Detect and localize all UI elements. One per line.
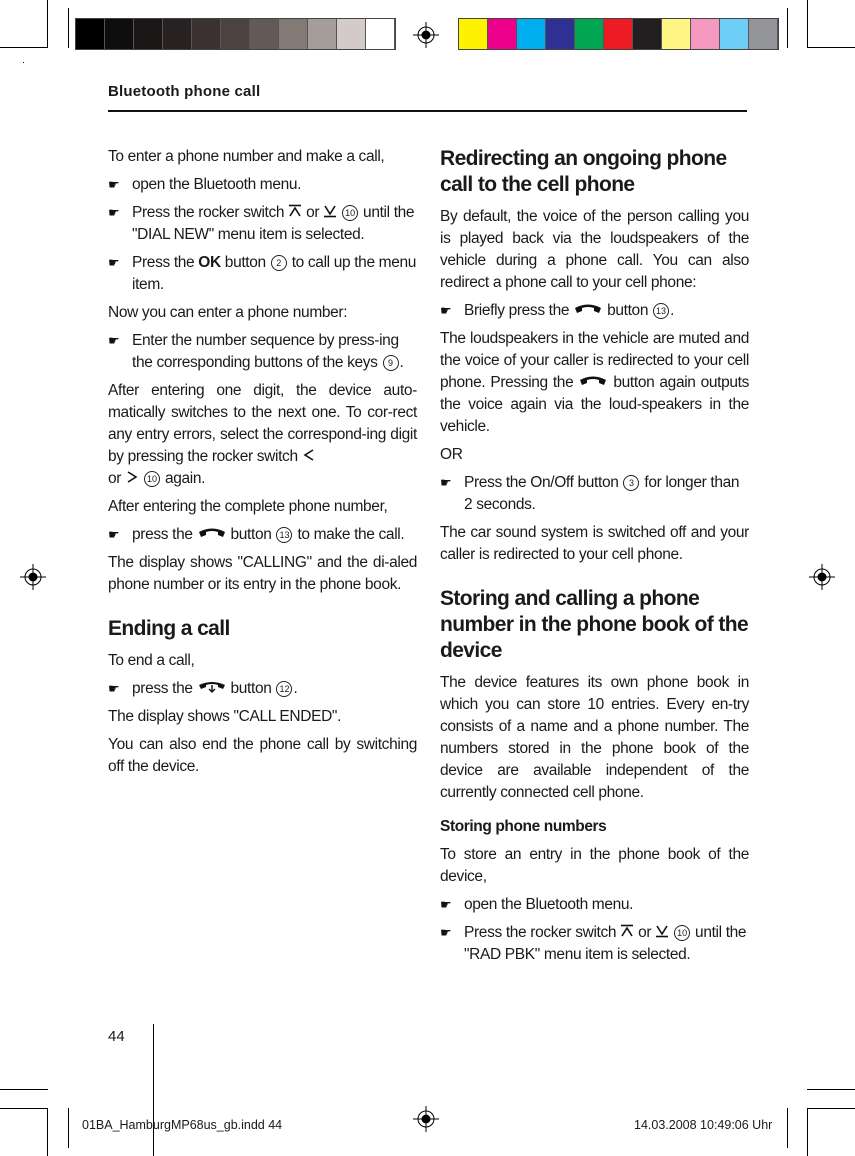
paragraph: OR xyxy=(440,446,463,463)
pointing-hand-icon: ☛ xyxy=(108,255,120,270)
text-fragment: Briefly press the xyxy=(464,302,574,319)
list-item xyxy=(108,330,417,374)
crop-mark xyxy=(787,8,788,48)
callout-number: 10 xyxy=(674,925,690,941)
callout-number: 10 xyxy=(342,205,358,221)
pointing-hand-icon: ☛ xyxy=(440,303,452,318)
left-column xyxy=(108,146,417,784)
crop-mark xyxy=(787,1108,788,1148)
registration-mark-icon xyxy=(20,564,46,590)
crop-mark xyxy=(0,1108,48,1109)
text-fragment: . xyxy=(399,354,404,371)
list-item xyxy=(108,524,417,546)
callout-number: 9 xyxy=(383,355,399,371)
list-item-text xyxy=(132,330,417,374)
list-item xyxy=(440,472,749,516)
list-item-text xyxy=(464,472,749,516)
list-item xyxy=(108,252,417,296)
text-fragment: Press the rocker switch xyxy=(132,204,289,221)
color-swatch xyxy=(105,19,134,49)
text-fragment: Press the xyxy=(132,254,199,271)
registration-mark-icon xyxy=(413,1106,439,1132)
text-fragment: to call up the menu item. xyxy=(132,254,417,293)
pointing-hand-icon: ☛ xyxy=(440,925,452,940)
text-fragment: button xyxy=(226,680,276,697)
margin-rule xyxy=(153,1024,154,1156)
text-fragment: button again outputs the voice again via the loud-speakers in the vehicle. xyxy=(440,374,749,435)
color-swatch xyxy=(308,19,337,49)
paragraph xyxy=(440,328,749,438)
color-swatch xyxy=(192,19,221,49)
color-swatch xyxy=(221,19,250,49)
crop-mark xyxy=(68,8,69,48)
cmyk-color-bar xyxy=(458,18,779,50)
text-fragment: button xyxy=(603,302,653,319)
paragraph: The car sound system is switched off and your caller is redirected to your cell phone. xyxy=(440,524,749,563)
pointing-hand-icon: ☛ xyxy=(440,897,452,912)
paragraph: After entering the complete phone number, xyxy=(108,498,388,515)
callout-number: 10 xyxy=(144,471,160,487)
slug-filename: 01BA_HamburgMP68us_gb.indd 44 xyxy=(82,1118,283,1132)
list-item xyxy=(440,300,749,322)
paragraph xyxy=(108,380,417,490)
color-swatch xyxy=(749,19,778,49)
registration-mark-icon xyxy=(809,564,835,590)
rocker-up-icon xyxy=(288,204,302,218)
page-number: 44 xyxy=(108,1028,125,1045)
color-swatch xyxy=(366,19,395,49)
grey-scale-bar xyxy=(75,18,396,50)
list-item xyxy=(108,202,417,246)
paragraph: By default, the voice of the person calling you is played back via the loudspeakers of the vehicle during a phone call. You can also redirect a phone call to your cell phone: xyxy=(440,208,749,291)
text-fragment: or xyxy=(634,924,656,941)
list-item-text xyxy=(132,524,417,546)
color-swatch xyxy=(575,19,604,49)
text-fragment: . xyxy=(670,302,675,319)
rocker-up-icon xyxy=(620,924,634,938)
text-fragment: or xyxy=(108,470,126,487)
section-heading: Redirecting an ongoing phone call to the cell phone xyxy=(440,147,727,196)
text-fragment: Enter the number sequence by press-ing the corresponding buttons of the keys xyxy=(132,332,399,371)
rocker-left-icon xyxy=(302,448,316,462)
text-fragment: Press the rocker switch xyxy=(464,924,621,941)
list-item-text: open the Bluetooth menu. xyxy=(464,896,634,913)
callout-number: 13 xyxy=(276,527,292,543)
text-fragment: . xyxy=(293,680,298,697)
text-fragment: The loudspeakers in the vehicle are muted and the voice of your caller is redirected to your cell phone. Pressing the xyxy=(440,330,749,391)
color-swatch xyxy=(459,19,488,49)
crop-mark xyxy=(807,1108,855,1109)
pointing-hand-icon: ☛ xyxy=(108,205,120,220)
text-fragment: Press the On/Off button xyxy=(464,474,623,491)
color-swatch xyxy=(604,19,633,49)
phone-call-icon xyxy=(197,527,227,539)
color-swatch xyxy=(279,19,308,49)
pointing-hand-icon: ☛ xyxy=(108,177,120,192)
rocker-down-icon xyxy=(323,204,337,218)
paragraph: The display shows "CALLING" and the di-aled phone number or its entry in the phone book. xyxy=(108,554,417,593)
text-fragment: After entering one digit, the device auto-matically switches to the next one. To cor-rect any entry errors, select the correspond-ing digit by pressing the rocker switch xyxy=(108,382,417,465)
crop-mark xyxy=(0,47,48,48)
intro-text: To enter a phone number and make a call, xyxy=(108,148,385,165)
pointing-hand-icon: ☛ xyxy=(440,475,452,490)
phone-call-icon xyxy=(578,375,608,387)
text-fragment: button xyxy=(226,526,276,543)
text-fragment: to make the call. xyxy=(293,526,405,543)
text-fragment: button xyxy=(220,254,270,271)
list-item-text xyxy=(132,678,417,700)
color-swatch xyxy=(662,19,691,49)
phone-end-icon xyxy=(197,681,227,693)
running-head: Bluetooth phone call xyxy=(108,83,261,100)
color-swatch xyxy=(691,19,720,49)
color-swatch xyxy=(250,19,279,49)
list-item xyxy=(440,922,749,966)
pointing-hand-icon: ☛ xyxy=(108,333,120,348)
list-item-text: open the Bluetooth menu. xyxy=(132,176,302,193)
section-heading: Ending a call xyxy=(108,617,230,640)
list-item-text xyxy=(132,202,417,246)
pointing-hand-icon: ☛ xyxy=(108,681,120,696)
rocker-right-icon xyxy=(125,470,139,484)
color-swatch xyxy=(134,19,163,49)
crop-mark xyxy=(23,62,24,63)
paragraph: To store an entry in the phone book of the device, xyxy=(440,846,749,885)
callout-number: 2 xyxy=(271,255,287,271)
color-swatch xyxy=(546,19,575,49)
crop-mark xyxy=(0,1089,48,1090)
color-swatch xyxy=(163,19,192,49)
list-item xyxy=(108,678,417,700)
slug-timestamp: 14.03.2008 10:49:06 Uhr xyxy=(634,1118,773,1132)
callout-number: 13 xyxy=(653,303,669,319)
color-swatch xyxy=(633,19,662,49)
list-item-text xyxy=(464,922,749,966)
paragraph: You can also end the phone call by switching off the device. xyxy=(108,736,417,775)
callout-number: 3 xyxy=(623,475,639,491)
list-item-text xyxy=(132,252,417,296)
crop-mark xyxy=(807,1089,855,1090)
text-fragment: press the xyxy=(132,680,197,697)
crop-mark xyxy=(807,0,808,48)
list-item xyxy=(108,174,417,196)
text-fragment: until the "RAD PBK" menu item is selected. xyxy=(464,924,747,963)
phone-call-icon xyxy=(573,303,603,315)
pointing-hand-icon: ☛ xyxy=(108,527,120,542)
color-swatch xyxy=(720,19,749,49)
crop-mark xyxy=(807,47,855,48)
color-swatch xyxy=(337,19,366,49)
crop-mark xyxy=(68,1108,69,1148)
callout-number: 12 xyxy=(276,681,292,697)
paragraph: The display shows "CALL ENDED". xyxy=(108,708,342,725)
text-fragment: again. xyxy=(161,470,206,487)
text-fragment: or xyxy=(302,204,324,221)
text-fragment: until the "DIAL NEW" menu item is selected. xyxy=(132,204,415,243)
rocker-down-icon xyxy=(655,924,669,938)
crop-mark xyxy=(47,1108,48,1156)
header-rule xyxy=(108,110,747,112)
color-swatch xyxy=(76,19,105,49)
color-swatch xyxy=(488,19,517,49)
section-heading: Storing and calling a phone number in the phone book of the device xyxy=(440,587,749,662)
ok-label: OK xyxy=(198,254,221,271)
registration-mark-icon xyxy=(413,22,439,48)
subsection-heading: Storing phone numbers xyxy=(440,818,607,835)
paragraph: The device features its own phone book in which you can store 10 entries. Every en-try consists of a name and a phone number. The numbers stored in the phone book of the device are available independent of the currently connected cell phone. xyxy=(440,674,749,801)
text-fragment: press the xyxy=(132,526,197,543)
text-fragment: for longer than 2 seconds. xyxy=(464,474,740,513)
list-item-text xyxy=(464,300,749,322)
color-swatch xyxy=(517,19,546,49)
paragraph: Now you can enter a phone number: xyxy=(108,304,348,321)
paragraph: To end a call, xyxy=(108,652,195,669)
right-column xyxy=(440,146,749,972)
list-item xyxy=(440,894,749,916)
crop-mark xyxy=(47,0,48,48)
crop-mark xyxy=(807,1108,808,1156)
